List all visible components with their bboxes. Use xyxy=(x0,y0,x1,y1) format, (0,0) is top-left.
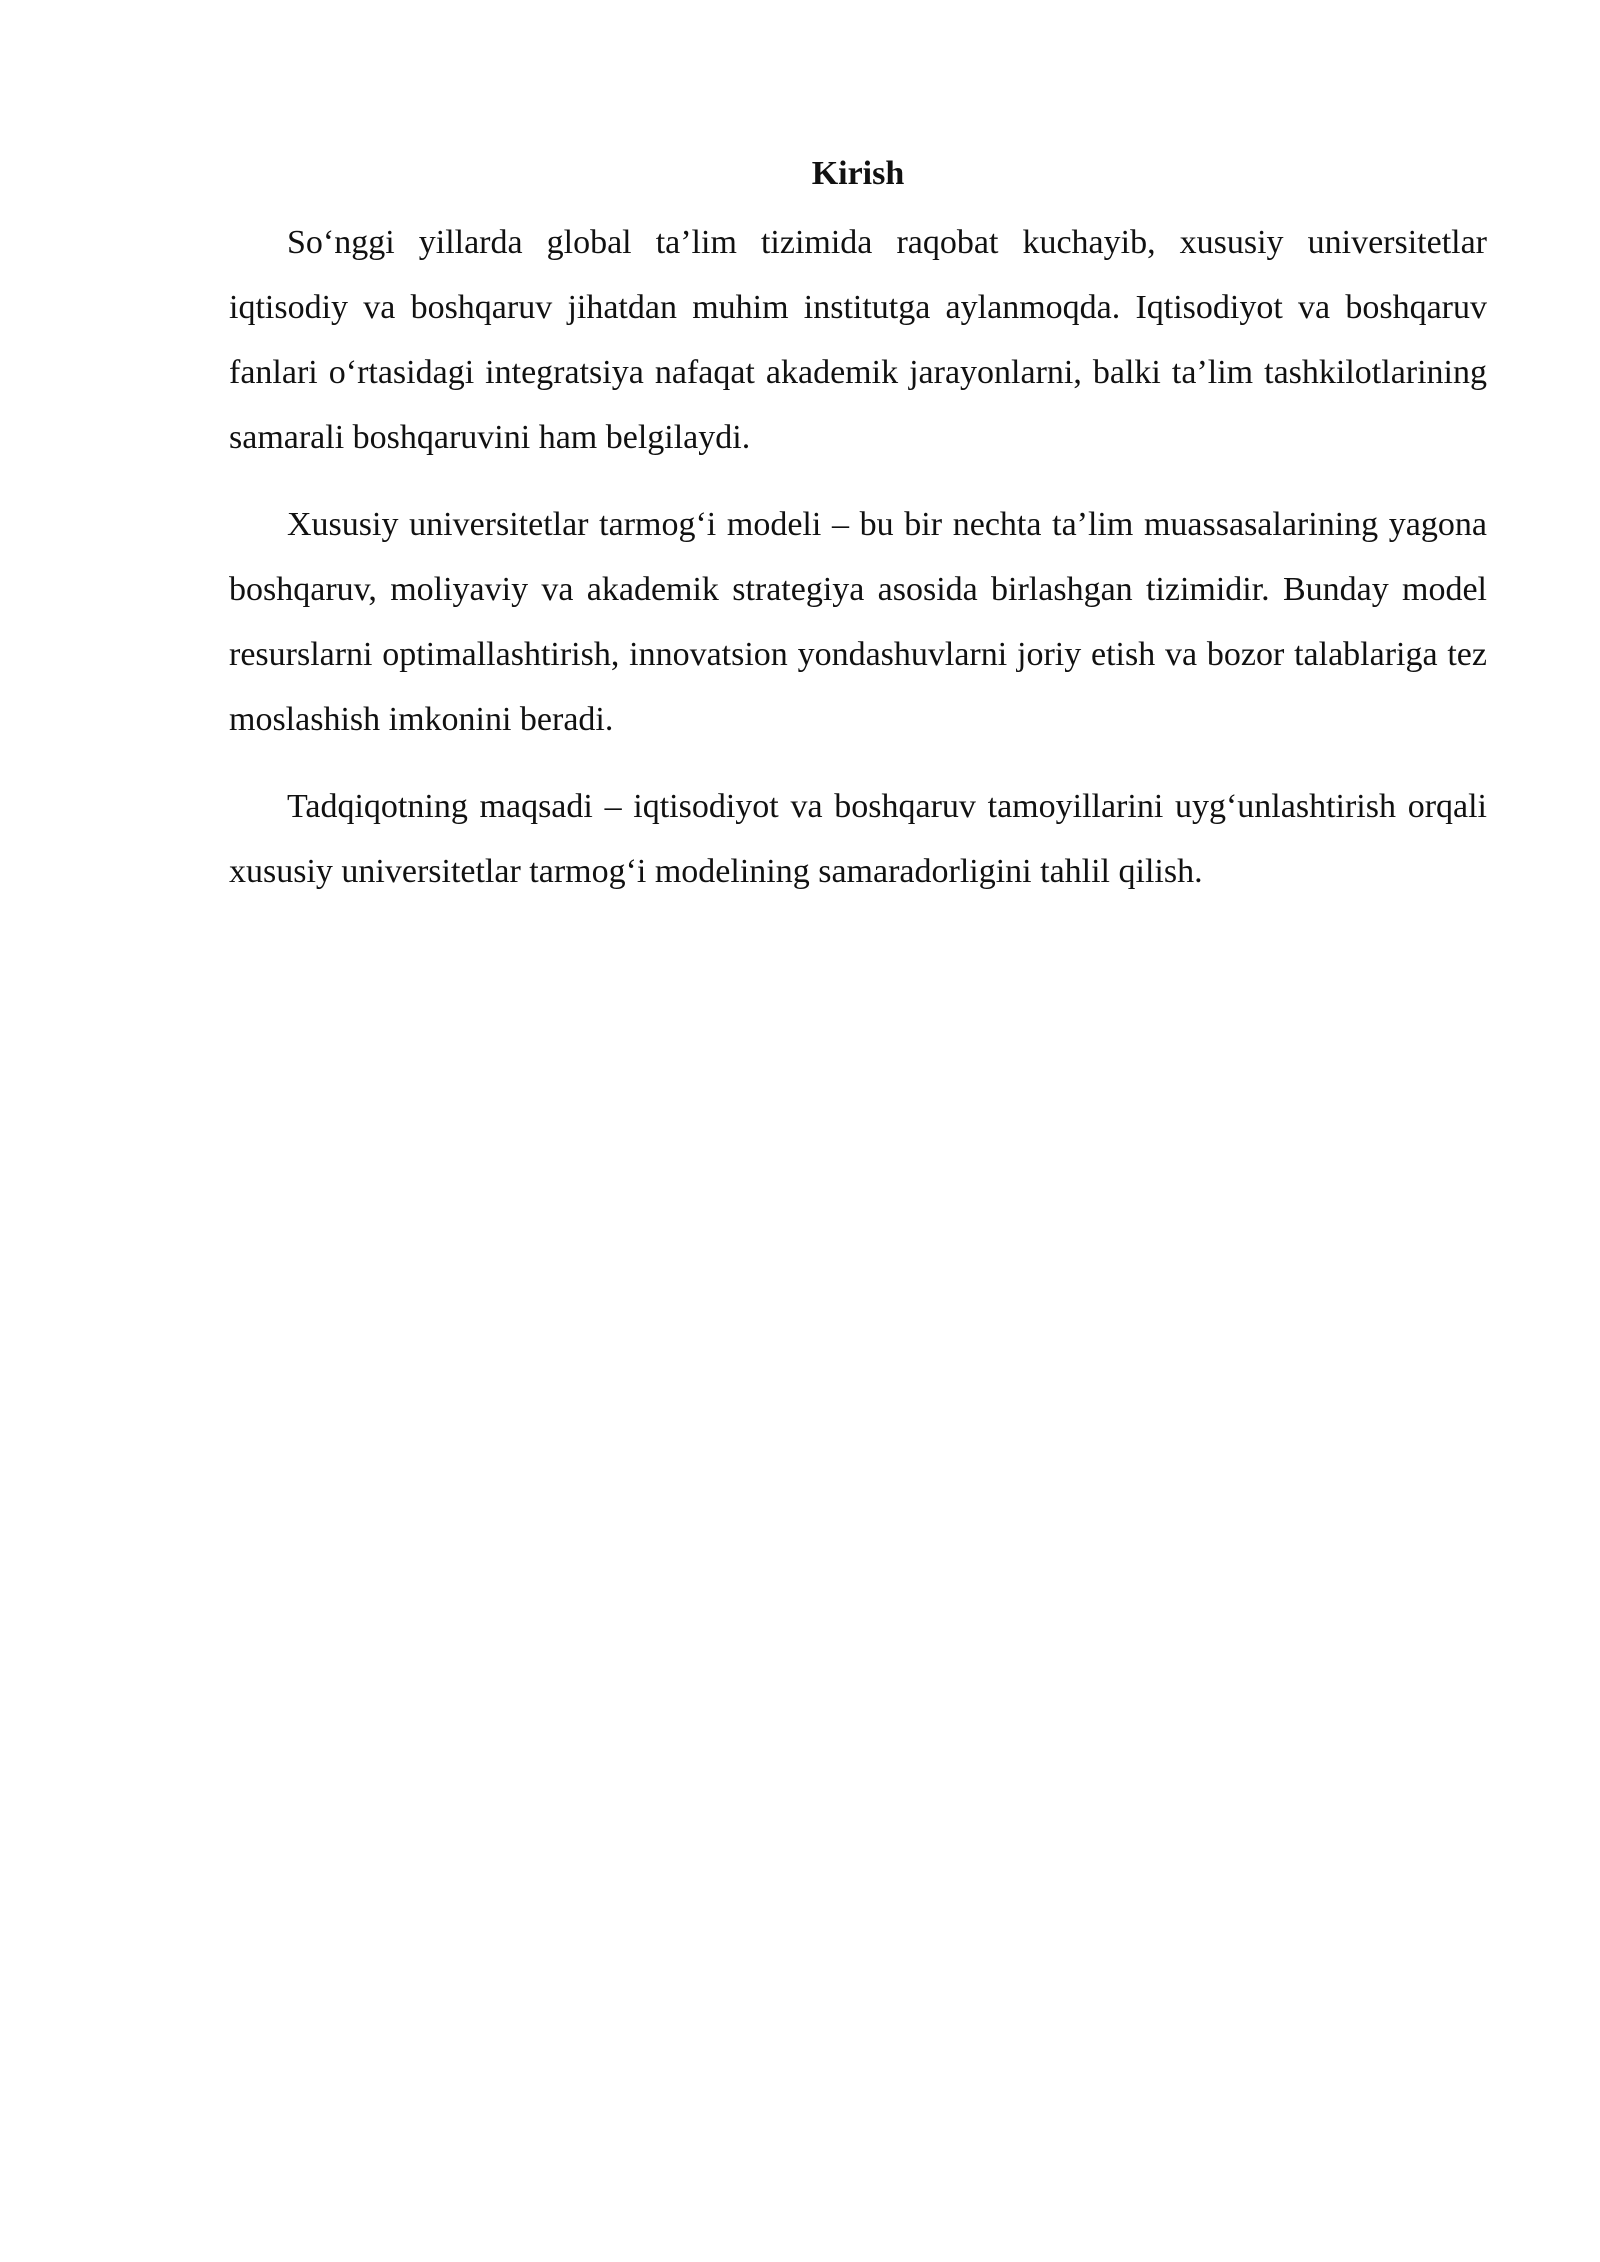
document-body xyxy=(229,148,1487,926)
paragraph-1: So‘nggi yillarda global ta’lim tizimida raqobat kuchayib, xususiy universitetlar iqtisodiy va boshqaruv jihatdan muhim institutga aylanmoqda. Iqtisodiyot va boshqaruv fanlari o‘rtasidagi integratsiya nafaqat akademik jarayonlarni, balki ta’lim tashkilotlarining samarali boshqaruvini ham belgilaydi. xyxy=(229,224,1487,456)
paragraph-2: Xususiy universitetlar tarmog‘i modeli – bu bir nechta ta’lim muassasalarining yagona boshqaruv, moliyaviy va akademik strategiya asosida birlashgan tizimidir. Bunday model resurslarni optimallashtirish, innovatsion yondashuvlarni joriy etish va bozor talablariga tez moslashish imkonini beradi. xyxy=(229,506,1487,738)
paragraph-3: Tadqiqotning maqsadi – iqtisodiyot va boshqaruv tamoyillarini uyg‘unlashtirish orqali xususiy universitetlar tarmog‘i modelining samaradorligini tahlil qilish. xyxy=(229,788,1487,890)
section-title: Kirish xyxy=(811,155,905,192)
